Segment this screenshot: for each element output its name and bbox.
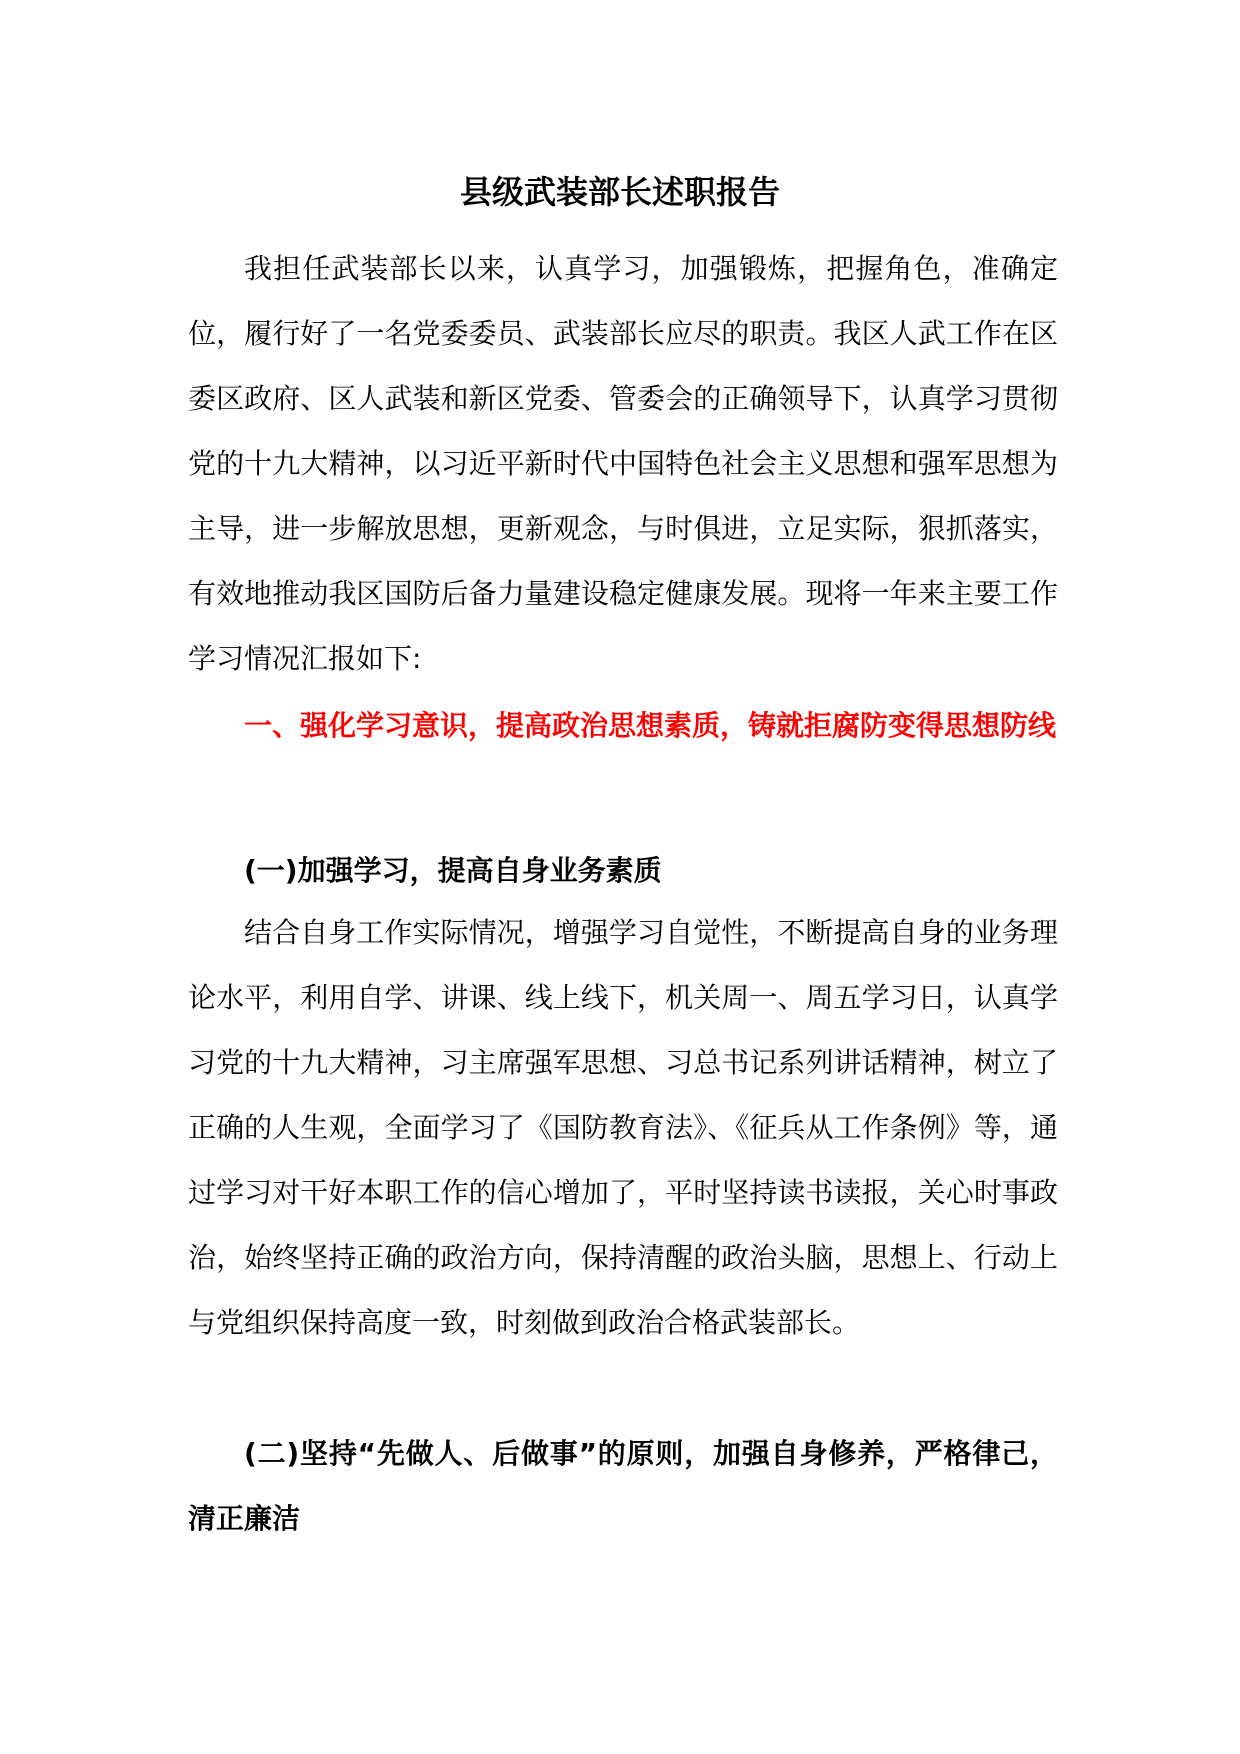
subsection-heading-2: (二)坚持“先做人、后做事”的原则，加强自身修养，严格律己，清正廉洁 [188,1437,1058,1535]
document-title: 县级武装部长述职报告 [459,173,780,211]
section-heading-1: 一、强化学习意识，提高政治思想素质，铸就拒腐防变得思想防线 [244,709,1057,742]
subsection-1-paragraph: 结合自身工作实际情况，增强学习自觉性，不断提高自身的业务理论水平，利用自学、讲课、线上线下，机关周一、周五学习日，认真学习党的十九大精神，习主席强军思想、习总书记系列讲话精神，树立了正确的人生观，全面学习了《国防教育法》、《征兵从工作条例》等，通过学习对干好本职工作的信心增加了，平时坚持读书读报，关心时事政治，始终坚持正确的政治方向，保持清醒的政治头脑，思想上、行动上与党组织保持高度一致，时刻做到政治合格武装部长。 [188,916,1058,1339]
subsection-heading-1: (一)加强学习，提高自身业务素质 [244,854,662,887]
intro-paragraph: 我担任武装部长以来，认真学习，加强锻炼，把握角色，准确定位，履行好了一名党委委员、武装部长应尽的职责。我区人武工作在区委区政府、区人武装和新区党委、管委会的正确领导下，认真学习贯彻党的十九大精神，以习近平新时代中国特色社会主义思想和强军思想为主导，进一步解放思想，更新观念，与时俱进，立足实际，狠抓落实，有效地推动我区国防后备力量建设稳定健康发展。现将一年来主要工作学习情况汇报如下: [188,252,1058,675]
